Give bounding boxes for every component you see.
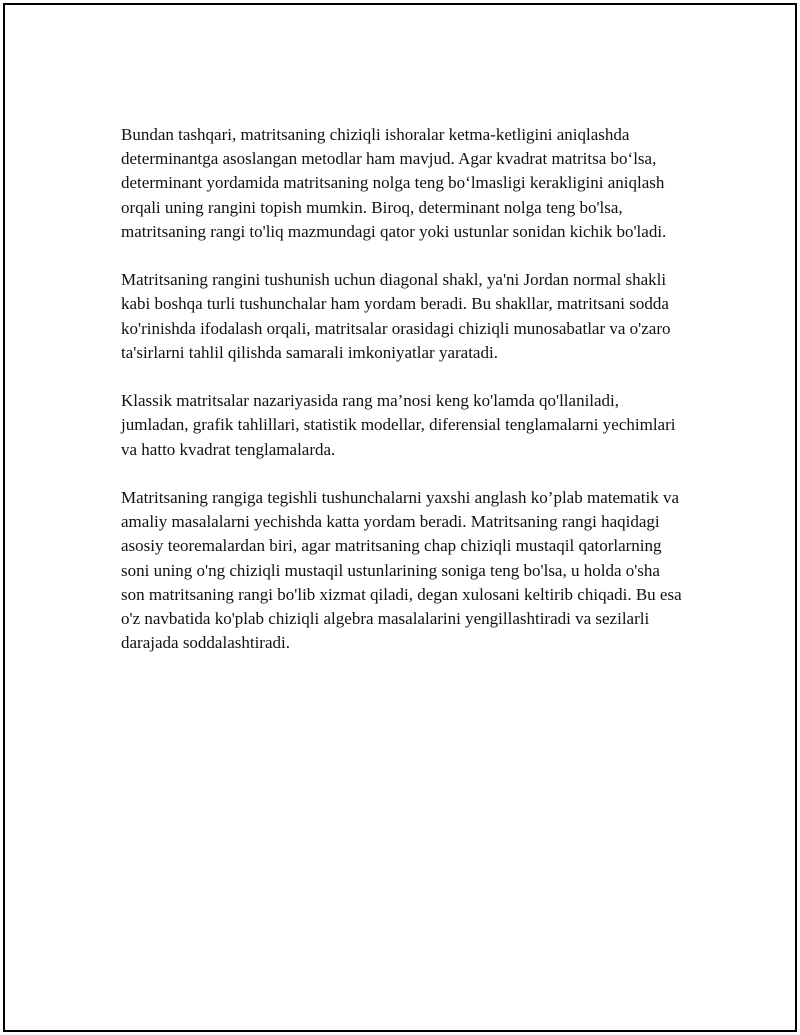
paragraph-4: Matritsaning rangiga tegishli tushunchalarni yaxshi anglash ko’plab matematik va amaliy masalalarni yechishda katta yordam beradi. Matritsaning rangi haqidagi asosiy teoremalardan biri, agar matritsaning chap chiziqli mustaqil qatorlarning soni uning o'ng chiziqli mustaqil ustunlarining soniga teng bo'lsa, u holda o'sha son matritsaning rangi bo'lib xizmat qiladi, degan xulosani keltirib chiqadi. Bu esa o'z navbatida ko'plab chiziqli algebra masalalarini yengillashtiradi va sezilarli darajada soddalashtiradi.	[121, 488, 682, 653]
paragraph-2: Matritsaning rangini tushunish uchun diagonal shakl, ya'ni Jordan normal shakli kabi boshqa turli tushunchalar ham yordam beradi. Bu shakllar, matritsani sodda ko'rinishda ifodalash orqali, matritsalar orasidagi chiziqli munosabatlar va o'zaro ta'sirlarni tahlil qilishda samarali imkoniyatlar yaratadi.	[121, 270, 671, 362]
document-body	[121, 123, 686, 680]
document-page	[3, 3, 797, 1032]
paragraph-3: Klassik matritsalar nazariyasida rang ma’nosi keng ko'lamda qo'llaniladi, jumladan, grafik tahlillari, statistik modellar, diferensial tenglamalarni yechimlari va hatto kvadrat tenglamalarda.	[121, 391, 676, 459]
paragraph-1: Bundan tashqari, matritsaning chiziqli ishoralar ketma-ketligini aniqlashda determinantga asoslangan metodlar ham mavjud. Agar kvadrat matritsa bo‘lsa, determinant yordamida matritsaning nolga teng bo‘lmasligi kerakligini aniqlash orqali uning rangini topish mumkin. Biroq, determinant nolga teng bo'lsa, matritsaning rangi to'liq mazmundagi qator yoki ustunlar sonidan kichik bo'ladi.	[121, 125, 667, 241]
